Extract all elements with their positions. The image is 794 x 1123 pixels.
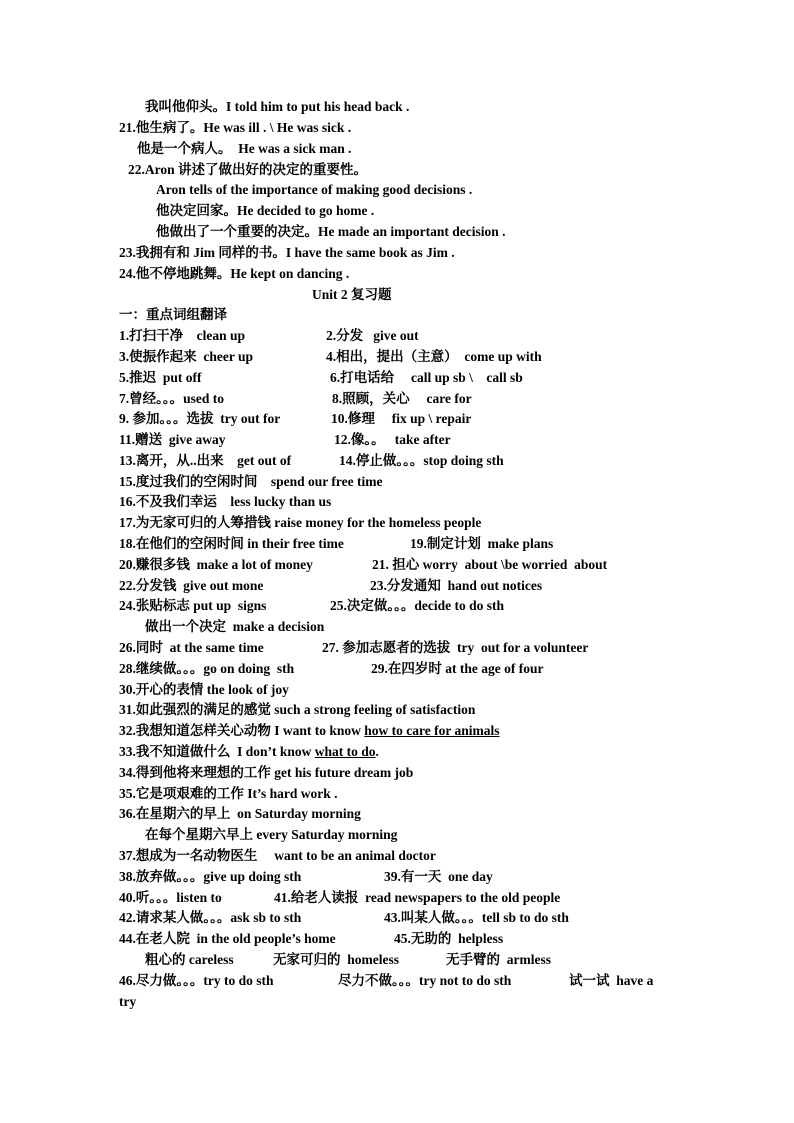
- phrase-item: 43.叫某人做。。。tell sb to do sth: [384, 910, 569, 925]
- phrase-item: 26.同时 at the same time: [119, 640, 264, 655]
- period-text: .: [375, 744, 379, 759]
- phrase-item: 19.制定计划 make plans: [410, 536, 554, 551]
- phrase-item: 7.曾经。。。used to: [119, 391, 225, 406]
- phrase-item: 42.请求某人做。。。ask sb to sth: [119, 910, 302, 925]
- phrase-item: 17.为无家可归的人筹措钱 raise money for the homeless people: [119, 515, 482, 530]
- phrase-item: 27. 参加志愿者的选拔 try out for a volunteer: [322, 640, 589, 655]
- phrase-item: 2.分发 give out: [326, 328, 419, 343]
- phrase-item: 44.在老人院 in the old people’s home: [119, 931, 336, 946]
- phrase-item: 20.赚很多钱 make a lot of money: [119, 557, 313, 572]
- phrase-item: [119, 742, 379, 762]
- phrase-item: 15.度过我们的空闲时间 spend our free time: [119, 474, 383, 489]
- phrase-item: 46.尽力做。。。try to do sth: [119, 973, 274, 988]
- underlined-phrase: how to care for animals: [364, 723, 500, 738]
- phrase-item: 4.相出，提出（主意） come up with: [326, 349, 542, 364]
- phrase-item: 28.继续做。。。go on doing sth: [119, 661, 295, 676]
- phrase-item: 37.想成为一名动物医生 want to be an animal doctor: [119, 848, 436, 863]
- phrase-item: 做出一个决定 make a decision: [145, 619, 325, 634]
- phrase-item: 10.修理 fix up \ repair: [331, 411, 472, 426]
- phrase-item: 6.打电话给 call up sb \ call sb: [330, 370, 523, 385]
- section-title: Unit 2 复习题: [312, 287, 392, 302]
- phrase-item: 无家可归的 homeless: [273, 952, 399, 967]
- phrase-item: 8.照顾，关心 care for: [332, 391, 472, 406]
- text-line: 23.我拥有和 Jim 同样的书。I have the same book as Jim .: [119, 245, 455, 260]
- phrase-item: 16.不及我们幸运 less lucky than us: [119, 494, 332, 509]
- phrase-item: 9. 参加。。。选拔 try out for: [119, 411, 281, 426]
- phrase-item: 21. 担心 worry about \be worried about: [372, 557, 608, 572]
- phrase-item: 36.在星期六的早上 on Saturday morning: [119, 806, 361, 821]
- text-line: Aron tells of the importance of making good decisions .: [156, 182, 473, 197]
- phrase-item: [119, 721, 500, 741]
- text-line: 他是一个病人。 He was a sick man .: [137, 141, 352, 156]
- text-line: 我叫他仰头。I told him to put his head back .: [145, 99, 410, 114]
- phrase-item: 13.离开，从..出来 get out of: [119, 453, 292, 468]
- phrase-item: 40.听。。。listen to: [119, 890, 222, 905]
- phrase-item: 试一试 have a: [569, 973, 654, 988]
- phrase-item: 39.有一天 one day: [384, 869, 493, 884]
- text-line: 24.他不停地跳舞。He kept on dancing .: [119, 266, 350, 281]
- phrase-item: 30.开心的表情 the look of joy: [119, 682, 289, 697]
- phrase-item: 41.给老人读报 read newspapers to the old people: [274, 890, 561, 905]
- phrase-item: 38.放弃做。。。give up doing sth: [119, 869, 302, 884]
- underlined-phrase: what to do: [314, 744, 376, 759]
- phrase-item: 18.在他们的空闲时间 in their free time: [119, 536, 344, 551]
- phrase-item: 35.它是项艰难的工作 It’s hard work .: [119, 786, 338, 801]
- phrase-item: 1.打扫干净 clean up: [119, 328, 246, 343]
- phrase-text: 33.我不知道做什么 I don’t know: [119, 744, 315, 759]
- phrase-item: 45.无助的 helpless: [394, 931, 504, 946]
- phrase-item: 在每个星期六早上 every Saturday morning: [145, 827, 398, 842]
- phrase-item: 34.得到他将来理想的工作 get his future dream job: [119, 765, 414, 780]
- phrase-item: 29.在四岁时 at the age of four: [371, 661, 544, 676]
- text-line: 22.Aron 讲述了做出好的决定的重要性。: [128, 162, 368, 177]
- phrase-item: 12.像。。 take after: [334, 432, 451, 447]
- phrase-item: 5.推迟 put off: [119, 370, 202, 385]
- phrase-item: 11.赠送 give away: [119, 432, 226, 447]
- phrase-item: try: [119, 994, 137, 1009]
- phrase-item: 14.停止做。。。stop doing sth: [339, 453, 504, 468]
- phrase-item: 尽力不做。。。try not to do sth: [338, 973, 512, 988]
- phrase-text: 32.我想知道怎样关心动物 I want to know: [119, 723, 365, 738]
- phrase-item: 粗心的 careless: [145, 952, 234, 967]
- text-line: 21.他生病了。He was ill . \ He was sick .: [119, 120, 352, 135]
- phrase-item: 无手臂的 armless: [446, 952, 551, 967]
- section-heading: 一：重点词组翻译: [119, 307, 227, 322]
- text-line: 他决定回家。He decided to go home .: [156, 203, 375, 218]
- text-line: 他做出了一个重要的决定。He made an important decision .: [156, 224, 506, 239]
- phrase-item: 23.分发通知 hand out notices: [370, 578, 543, 593]
- phrase-item: 25.决定做。。。decide to do sth: [330, 598, 505, 613]
- phrase-item: 3.使振作起来 cheer up: [119, 349, 253, 364]
- phrase-item: 31.如此强烈的满足的感觉 such a strong feeling of satisfaction: [119, 702, 476, 717]
- phrase-item: 22.分发钱 give out mone: [119, 578, 264, 593]
- phrase-item: 24.张贴标志 put up signs: [119, 598, 267, 613]
